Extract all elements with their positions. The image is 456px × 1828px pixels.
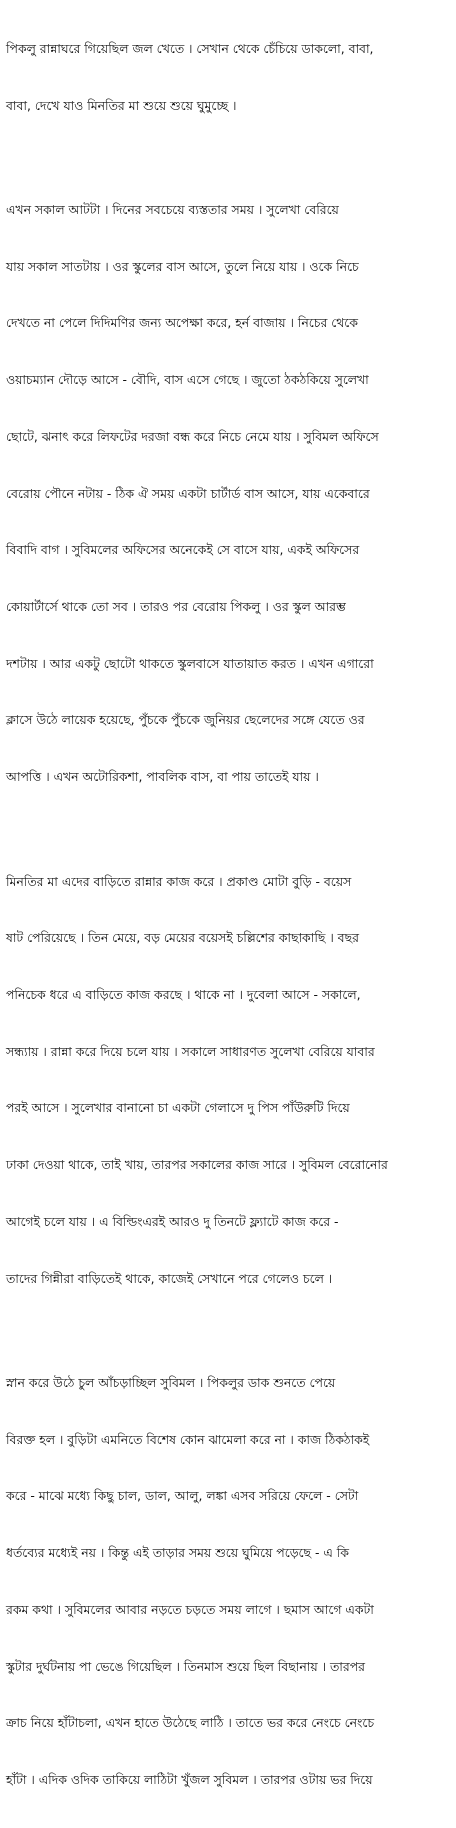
text-line: বাবা, দেখে যাও মিনতির মা শুয়ে শুয়ে ঘুমুচ্ছে ।	[6, 97, 237, 113]
paragraph-gap	[6, 153, 450, 163]
text-line: ধর্তব্যের মধ্যেই নয় । কিন্তু এই তাড়ার সময় শুয়ে ঘুমিয়ে পড়েছে - এ কি	[6, 1545, 349, 1561]
text-line: যায় সকাল সাতটায় । ওর স্কুলের বাস আসে, তুলে নিয়ে যায় । ওকে নিচে	[6, 258, 359, 274]
text-line: তাদের গিন্নীরা বাড়িতেই থাকে, কাজেই সেখানে পরে গেলেও চলে ।	[6, 1270, 333, 1286]
text-line: ক্লাসে উঠে লায়েক হয়েছে, পুঁচকে পুঁচকে জুনিয়র ছেলেদের সঙ্গে যেতে ওর	[6, 712, 365, 728]
paragraph-gap	[6, 825, 450, 835]
paragraph-2	[6, 163, 450, 825]
paragraph-1	[6, 2, 450, 153]
text-line: বিবাদি বাগ । সুবিমলের অফিসের অনেকেই সে বাসে যায়, একই অফিসের	[6, 542, 360, 558]
text-line: ঢাকা দেওয়া থাকে, তাই খায়, তারপর সকালের কাজ সারে । সুবিমল বেরোনোর	[6, 1157, 388, 1173]
text-line: হাঁটা । এদিক ওদিক তাকিয়ে লাঠিটা খুঁজল সুবিমল । তারপর ওটায় ভর দিয়ে	[6, 1771, 373, 1787]
text-line: সন্ধ্যায় । রান্না করে দিয়ে চলে যায় । সকালে সাধারণত সুলেখা বেরিয়ে যাবার	[6, 1043, 375, 1059]
text-line: রকম কথা । সুবিমলের আবার নড়তে চড়তে সময় লাগে । ছমাস আগে একটা	[6, 1601, 374, 1617]
text-line: স্কুটার দুর্ঘটনায় পা ভেঙে গিয়েছিল । তিনমাস শুয়ে ছিল বিছানায় । তারপর	[6, 1658, 365, 1674]
text-line: দশটায় । আর একটু ছোটো থাকতে স্কুলবাসে যাতায়াত করত । এখন এগারো	[6, 655, 374, 671]
paragraph-4	[6, 1336, 450, 1827]
text-line: স্নান করে উঠে চুল আঁচড়াচ্ছিল সুবিমল । পিকলুর ডাক শুনতে পেয়ে	[6, 1375, 336, 1391]
text-line: আগেই চলে যায় । এ বিল্ডিংএরই আরও দু তিনটে ফ্ল্যাটে কাজ করে -	[6, 1213, 339, 1229]
text-line: করে - মাঝে মধ্যে কিছু চাল, ডাল, আলু, লঙ্কা এসব সরিয়ে ফেলে - সেটা	[6, 1488, 359, 1504]
text-line: পরই আসে । সুলেখার বানানো চা একটা গেলাসে দু পিস পাঁউরুটি দিয়ে	[6, 1100, 350, 1116]
text-line: ছোটে, ঝনাৎ করে লিফটের দরজা বন্ধ করে নিচে নেমে যায় । সুবিমল অফিসে	[6, 428, 379, 444]
text-line: আপত্তি । এখন অটোরিকশা, পাবলিক বাস, বা পায় তাতেই যায় ।	[6, 769, 319, 785]
text-line: এখন সকাল আটটা । দিনের সবচেয়ে ব্যস্ততার সময় । সুলেখা বেরিয়ে	[6, 202, 339, 218]
text-line: ওয়াচম্যান দৌড়ে আসে - বৌদি, বাস এসে গেছে । জুতো ঠকঠকিয়ে সুলেখা	[6, 372, 369, 388]
text-line: মিনতির মা এদের বাড়িতে রান্নার কাজ করে । প্রকাণ্ড মোটা বুড়ি - বয়েস	[6, 873, 352, 889]
text-line: কোয়ার্টার্সে থাকে তো সব । তারও পর বেরোয় পিকলু । ওর স্কুল আরম্ভ	[6, 598, 346, 614]
paragraph-3	[6, 835, 450, 1326]
paragraph-gap	[6, 1326, 450, 1336]
text-line: বেরোয় পৌনে নটায় - ঠিক ঐ সময় একটা চার্টার্ড বাস আসে, যায় একেবারে	[6, 485, 370, 501]
text-line: পনিচেক ধরে এ বাড়িতে কাজ করছে । থাকে না । দুবেলা আসে - সকালে,	[6, 986, 361, 1002]
text-line: ক্রাচ নিয়ে হাঁটাচলা, এখন হাতে উঠেছে লাঠি । তাতে ভর করে নেংচে নেংচে	[6, 1715, 375, 1731]
text-line: পিকলু রান্নাঘরে গিয়েছিল জল খেতে । সেখান থেকে চেঁচিয়ে ডাকলো, বাবা,	[6, 40, 374, 56]
text-line: ষাট পেরিয়েছে । তিন মেয়ে, বড় মেয়ের বয়েসই চল্লিশের কাছাকাছি । বছর	[6, 930, 359, 946]
text-line: বিরক্ত হল । বুড়িটা এমনিতে বিশেষ কোন ঝামেলা করে না । কাজ ঠিকঠাকই	[6, 1431, 370, 1447]
text-line: দেখতে না পেলে দিদিমণির জন্য অপেক্ষা করে, হর্ন বাজায় । নিচের থেকে	[6, 315, 358, 331]
